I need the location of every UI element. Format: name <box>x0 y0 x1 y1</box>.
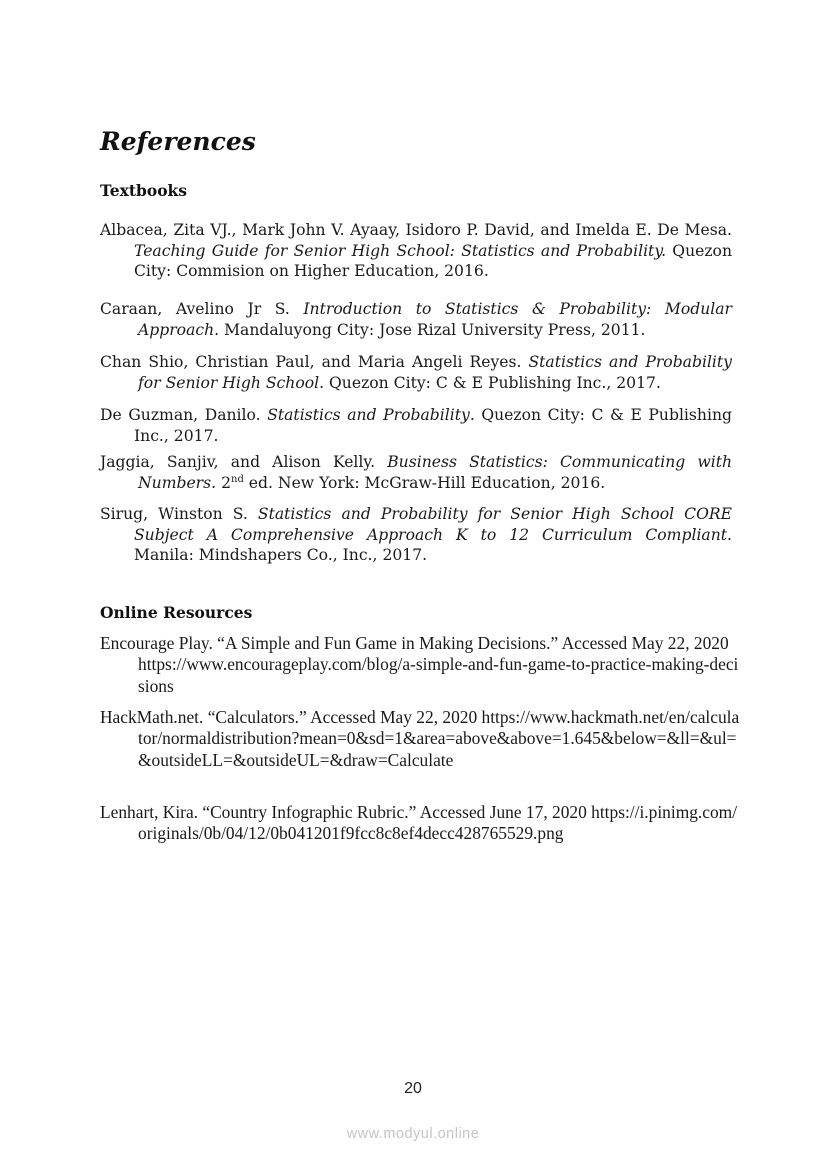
reference-edition: 2 <box>216 473 231 492</box>
textbooks-heading: Textbooks <box>100 181 187 200</box>
reference-publisher: Quezon City: Commision on Higher Education, 2016. <box>134 241 732 280</box>
reference-authors: Jaggia, Sanjiv, and Alison Kelly. <box>100 453 388 471</box>
textbook-reference <box>100 504 732 566</box>
reference-title: Statistics and Probability for Senior High School <box>138 353 732 392</box>
online-resources-heading: Online Resources <box>100 603 253 622</box>
reference-authors: De Guzman, Danilo. <box>100 406 268 424</box>
reference-authors: Sirug, Winston S. <box>100 505 258 523</box>
reference-title: Statistics and Probability for Senior High School CORE Subject A Comprehensive Approach K to 12 Curriculum Compliant. <box>134 505 733 544</box>
reference-authors: Chan Shio, Christian Paul, and Maria Angeli Reyes. <box>100 353 529 371</box>
page-title: References <box>100 127 256 156</box>
reference-authors: Albacea, Zita VJ., Mark John V. Ayaay, Isidoro P. David, and Imelda E. De Mesa. <box>100 221 732 239</box>
reference-title: Introduction to Statistics & Probability: Modular Approach <box>138 300 732 339</box>
textbook-reference <box>100 352 732 393</box>
textbook-reference <box>100 220 732 282</box>
reference-publisher: . Quezon City: C & E Publishing Inc., 2017. <box>134 406 732 445</box>
reference-authors: Caraan, Avelino Jr S. <box>100 300 304 318</box>
textbook-reference <box>100 405 732 446</box>
watermark: www.modyul.online <box>346 1126 480 1142</box>
textbook-reference <box>100 299 732 340</box>
online-reference: HackMath.net. “Calculators.” Accessed May 22, 2020 https://www.hackmath.net/en/calculator/normaldistribution?mean=0&sd=1&area=above&above=1.645&below=&ll=&ul=&outsideLL=&outsideUL=&draw=Calculate <box>100 707 740 770</box>
reference-title: Business Statistics: Communicating with Numbers. <box>138 453 732 492</box>
reference-publisher: . Quezon City: C & E Publishing Inc., 2017. <box>319 373 661 392</box>
online-reference: Lenhart, Kira. “Country Infographic Rubric.” Accessed June 17, 2020 https://i.pinimg.com/originals/0b/04/12/0b041201f9fcc8c8ef4decc428765529.png <box>100 802 738 844</box>
reference-publisher: . Mandaluyong City: Jose Rizal University Press, 2011. <box>214 320 646 339</box>
reference-publisher: ed. New York: McGraw-Hill Education, 2016. <box>243 473 606 492</box>
online-reference: Encourage Play. “A Simple and Fun Game in Making Decisions.” Accessed May 22, 2020 https://www.encourageplay.com/blog/a-simple-and-fun-game-to-practice-making-decisions <box>100 633 739 696</box>
reference-edition-suffix: nd <box>231 473 244 485</box>
reference-title: Teaching Guide for Senior High School: Statistics and Probability. <box>134 241 667 260</box>
page-number: 20 <box>404 1080 422 1097</box>
reference-title: Statistics and Probability <box>267 406 470 424</box>
reference-publisher: Manila: Mindshapers Co., Inc., 2017. <box>134 546 428 564</box>
textbook-reference <box>100 452 732 493</box>
